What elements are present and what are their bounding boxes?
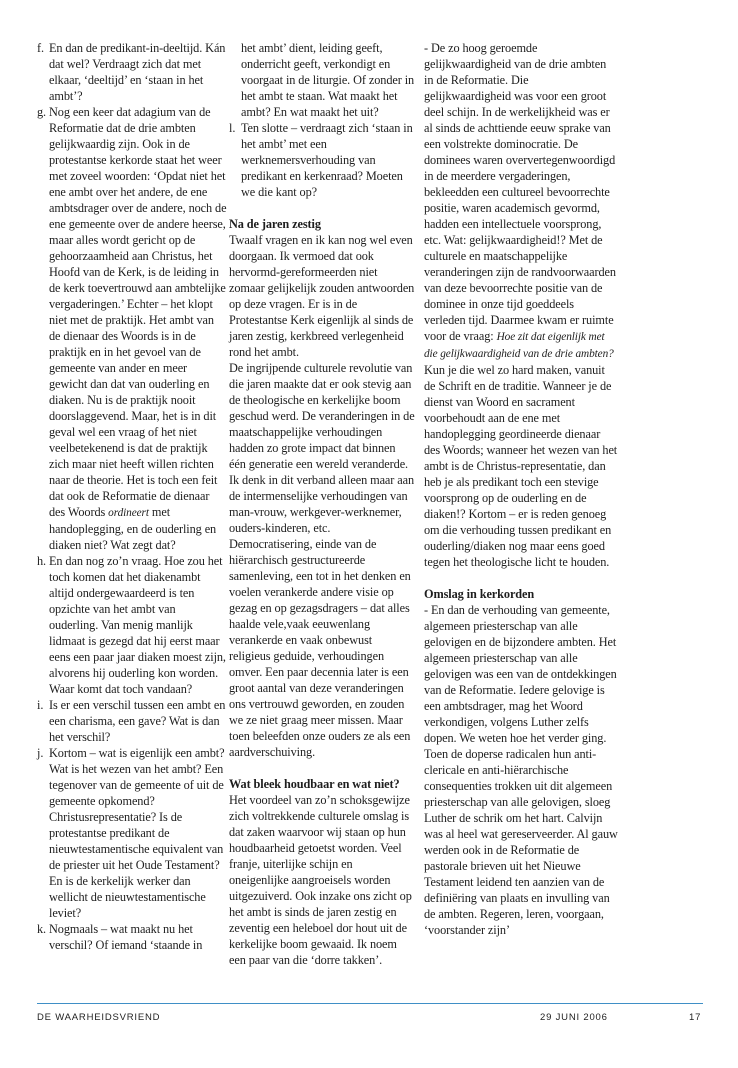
column-2 [229,40,415,968]
page-number: 17 [689,1012,702,1023]
paragraph: Het voordeel van zo’n schoksgewijze zich voltrekkende culturele omslag is dat zaken waarvoor wij staan op hun houdbaarheid getoetst worden. Veel franje, uiterlijke schijn en oneigenlijke aangroeisels worden uitgezuiverd. Ook inzake ons zicht op het ambt is sinds de jaren zestig en zeventig een heleboel dor hout uit de kerkelijke boom gewaaid. Ik noem een paar van die ‘dorre takken’. [229,793,412,967]
question-l [229,120,415,200]
footer-divider [37,1003,703,1004]
list-letter: l. [229,121,236,135]
emphasis: ordineert [108,507,149,519]
section-heading: Na de jaren zestig [229,217,321,231]
list-letter: i. [37,698,44,712]
list-letter-spacer [229,40,241,120]
list-text: Is er een verschil tussen een ambt en een charisma, een gave? Wat is dan het verschil? [49,698,226,744]
issue-date: 29 JUNI 2006 [540,1012,608,1023]
question-g [37,104,227,553]
list-text [49,104,227,553]
question-j [37,745,227,921]
list-text: het ambt’ dient, leiding geeft, onderricht geeft, verkondigt en voorgaat in de liturgie. Of zonder in het ambt te staan. Wat maakt het ambt? En wat maakt het uit? [241,41,415,119]
list-text: Kortom – wat is eigenlijk een ambt? Wat is het wezen van het ambt? Een tegenover van de gemeente of uit de gemeente opkomend? Christusrepresentatie? Is de protestantse predikant de nieuwtestamentische equivalent van de priester uit het Oude Testament? En is de kerkelijk werker dan wellicht de nieuwtestamentische leviet? [49,746,225,920]
list-letter: k. [37,922,47,936]
paragraph: - En dan de verhouding van gemeente, algemeen priesterschap van alle gelovigen en de bijzondere ambten. Het algemeen priesterschap van alle gelovigen was een van de ontdekkingen van de Reformatie. Iedere gelovige is een ambtsdrager, mag het Woord verkondigen, volgens Luther zelfs dopen. We weten hoe het verder ging. Toen de doperse radicalen hun anti-clericale en anti-hiërarchische consequenties trokken uit dit algemeen priesterschap van alle gelovigen, sloeg Luther de schrik om het hart. Calvijn was al heel wat gereserveerder. Al gauw werden ook in de Reformatie de pastorale brieven uit het Nieuwe Testament leidend ten aanzien van de definiëring van plaats en invulling van de ambten. Regeren, leren, voorgaan, ‘voorstander zijn’ [424,603,618,937]
paragraph: De ingrijpende culturele revolutie van die jaren maakte dat er ook stevig aan de theologische en kerkelijke boom geschud werd. De veranderingen in de maatschappelijke verhoudingen hadden zo grote impact dat binnen één generatie een wereld veranderde. Ik denk in dit verband alleen maar aan de intermenselijke verhoudingen van man-vrouw, werkgever-werknemer, ouders-kinderen, etc. Democratisering, einde van de hiërarchisch gestructureerde samenleving, een tot in het denken en voelen verankerde andere visie op gezag en op gezagsdragers – dat alles haalde vele,vaak eeuwenlang verankerde en vaak onbewust religieus geduide, verhoudingen omver. Een paar decennia later is een groot aantal van deze veranderingen ons vertrouwd geworden, en zouden we ze niet graag meer missen. Maar toen beleefden onze ouders ze als een aardverschuiving. [229,361,415,759]
list-letter: j. [37,746,44,760]
list-text: En dan de predikant-in-deeltijd. Kán dat wel? Verdraagt zich dat met elkaar, ‘deeltijd’ en ‘staan in het ambt’? [49,41,226,103]
question-k-continued [229,40,415,120]
publication-name: DE WAARHEIDSVRIEND [37,1012,161,1023]
list-text: En dan nog zo’n vraag. Hoe zou het toch komen dat het diakenambt altijd ondergewaardeerd is ten opzichte van het ambt van ouderling. Van menig manlijk lidmaat is gezegd dat hij eerst maar eens een paar jaar diaken moest zijn, alvorens hij ouderling kon worden. Waar komt dat toch vandaan? [49,554,226,696]
column-3 [424,40,618,938]
list-text: Nogmaals – wat maakt nu het verschil? Of iemand ‘staande in [49,922,203,952]
emphasis: Hoe zit dat eigenlijk met die gelijkwaardigheid van de drie ambten? [424,331,614,360]
list-letter: g. [37,105,47,119]
section-heading: Wat bleek houdbaar en wat niet? [229,777,400,791]
paragraph [424,40,618,570]
column-1 [37,40,227,953]
text-run: Kun je die wel zo hard maken, vanuit de Schrift en de traditie. Wanneer je de dienst van Woord en sacrament voorbehoudt aan de ene met handoplegging geordineerde dienaar des Woords; wanneer het wezen van het ambt is de Christus-representatie, dan heb je als predikant toch een stevige voorsprong op de ouderling en de diaken!? Kortom – er is reden genoeg om die verhouding tussen predikant en ouderling/diaken nog maar eens goed tegen het theologische licht te houden. [424,363,618,569]
list-letter: f. [37,41,44,55]
list-text: Ten slotte – verdraagt zich ‘staan in het ambt’ met een werknemersverhouding van predikant en kerkenraad? Moeten we die kant op? [241,121,413,199]
section-heading: Omslag in kerkorden [424,587,535,601]
question-k [37,921,227,953]
list-letter: h. [37,554,47,568]
text-run: - De zo hoog geroemde gelijkwaardigheid van de drie ambten in de Reformatie. Die gelijkwaardigheid was voor een groot deel schijn. In de werkelijkheid was er al sinds de achttiende eeuw sprake van een volstrekte dominocratie. De dominees waren oververtegenwoordigd in de meerdere vergaderingen, bekleedden een cultureel bevoorrechte positie, waren academisch gevormd, hadden een intellectuele voorsprong, etc. Wat: gelijkwaardigheid!? Met de culturele en maatschappelijke veranderingen zijn de randvoorwaarden van deze bevoorrechte positie van de dominee in onze tijd goeddeels verleden tijd. Daarmee kwam er ruimte voor de vraag: [424,41,616,343]
text-run: Nog een keer dat adagium van de Reformatie dat de drie ambten gelijkwaardig zijn. Ook in de protestantse kerkorde staat het weer met zoveel woorden: ‘Opdat niet het ene ambt over het andere, de ene ambtsdrager over de andere, noch de ene gemeente over de andere heerse, maar alles wordt gericht op de gehoorzaamheid aan Christus, het Hoofd van de Kerk, is de leiding in de kerk toevertrouwd aan ambtelijke vergaderingen.’ Echter – het klopt niet met de praktijk. Het ambt van de dienaar des Woords is in de praktijk en in het gevoel van de gemeente van ander en meer gewicht dan dat van ouderling en diaken. Nu is de praktijk nooit doorslaggevend. Maar, het is in dit geval wel een vraag of het niet veelbetekenend is dat de praktijk zich maar niet heeft willen richten naar de theorie. Het is toch een feit dat ook de Reformatie de dienaar des Woords [49,105,227,519]
question-h [37,553,227,697]
question-i [37,697,227,745]
paragraph: Twaalf vragen en ik kan nog wel even doorgaan. Ik vermoed dat ook hervormd-gereformeerden niet zomaar gelijkelijk zouden antwoorden op deze vragen. Er is in de Protestantse Kerk eigenlijk al sinds de jaren zestig, kerkbreed verlegenheid rond het ambt. [229,233,415,359]
question-f [37,40,227,104]
text-run: met handoplegging, en de ouderling en diaken niet? Wat zegt dat? [49,505,217,552]
